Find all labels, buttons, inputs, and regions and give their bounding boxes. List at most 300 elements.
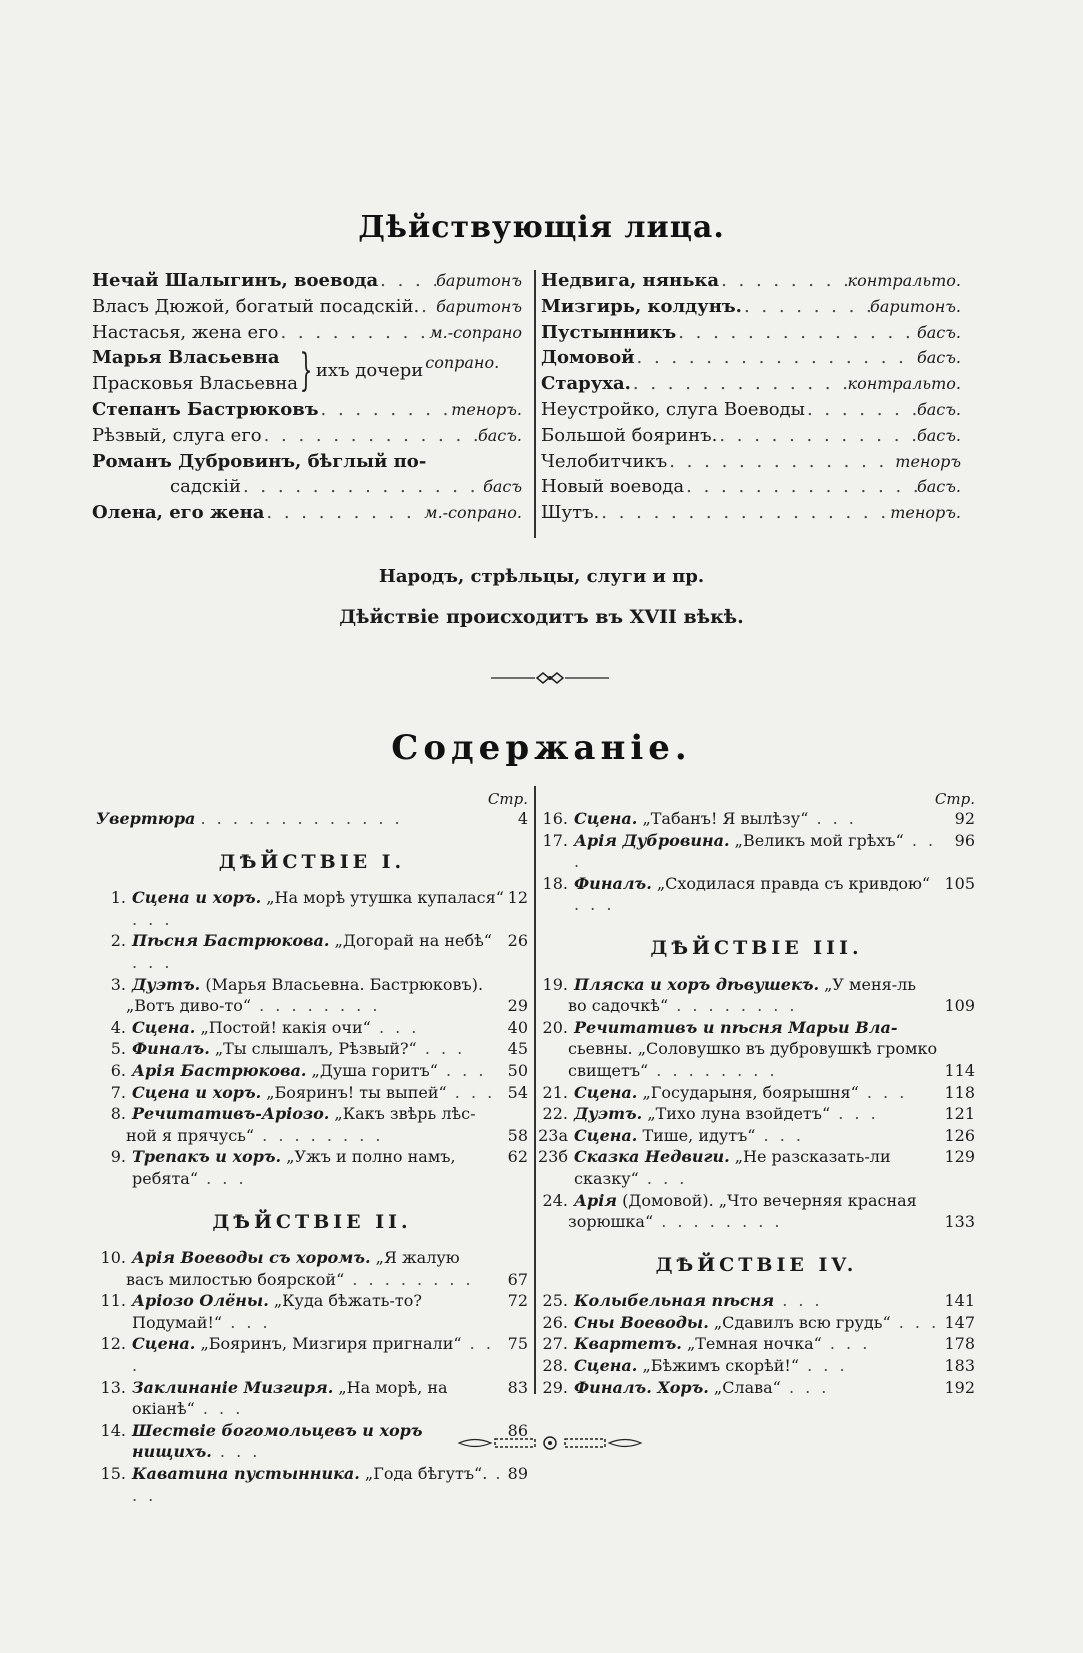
toc-number: 10. bbox=[100, 1248, 126, 1268]
toc-subtitle: „Куда бѣжать-то? Подумай!“ bbox=[132, 1291, 422, 1332]
cast-row bbox=[92, 500, 522, 526]
toc-title: Сцена и хоръ. bbox=[132, 1082, 262, 1102]
cast-name: Недвига, нянька bbox=[541, 270, 720, 291]
toc-number: 19. bbox=[542, 974, 568, 994]
toc-number: 24. bbox=[542, 1190, 568, 1210]
toc-text bbox=[574, 1103, 941, 1125]
page-label: Стр. bbox=[934, 790, 975, 808]
cast-voice: м.-сопрано. bbox=[424, 503, 522, 523]
toc-page: 192 bbox=[944, 1377, 975, 1397]
leader-dots bbox=[419, 294, 436, 320]
cast-row bbox=[92, 423, 522, 449]
cast-name: Мизгирь, колдунъ. bbox=[541, 295, 742, 317]
toc-left-column bbox=[96, 790, 528, 1506]
cast-row bbox=[541, 320, 961, 346]
cast-row bbox=[92, 294, 522, 320]
toc-text bbox=[574, 1377, 941, 1399]
toc-page: 72 bbox=[507, 1291, 528, 1311]
leader-dots: . . . bbox=[574, 830, 937, 872]
toc-title: Речитативъ-Аріозо. bbox=[132, 1104, 330, 1124]
cast-voice: басъ. bbox=[916, 322, 961, 342]
toc-text-line: васъ милостью боярской“ bbox=[126, 1269, 345, 1289]
toc-entry bbox=[96, 1082, 528, 1104]
toc-subtitle: „Ужъ и полно намъ, ребята“ bbox=[132, 1147, 456, 1188]
toc-text bbox=[574, 1355, 941, 1377]
toc-number: 15. bbox=[100, 1464, 126, 1484]
toc-subtitle: „Тихо луна взойдетъ“ bbox=[642, 1104, 831, 1124]
toc-page: 50 bbox=[507, 1060, 528, 1080]
toc-entry bbox=[538, 1190, 975, 1212]
cast-name: Старуха. bbox=[541, 373, 631, 395]
toc-text bbox=[574, 873, 941, 916]
toc-title: Сцена. bbox=[574, 1356, 638, 1376]
toc-text bbox=[574, 974, 975, 996]
toc-title: Увертюра bbox=[96, 809, 196, 828]
toc-text bbox=[132, 1463, 505, 1506]
cast-left-column bbox=[92, 268, 522, 526]
toc-entry bbox=[96, 1060, 528, 1082]
toc-number: 5. bbox=[110, 1039, 126, 1059]
toc-subtitle: „Табанъ! Я вылѣзу“ bbox=[637, 809, 809, 828]
toc-right-column bbox=[538, 790, 975, 1398]
act-heading: ДѢЙСТВІЕ III. bbox=[650, 936, 863, 959]
toc-title: Дуэтъ. bbox=[574, 1104, 643, 1124]
cast-name: Челобитчикъ bbox=[541, 450, 668, 472]
toc-number: 4. bbox=[110, 1017, 126, 1037]
toc-text bbox=[126, 995, 505, 1017]
toc-title: Финалъ. bbox=[574, 873, 652, 893]
cast-name: Домовой bbox=[541, 347, 635, 369]
toc-text bbox=[132, 1082, 505, 1104]
toc-subtitle: „У меня-ль bbox=[819, 974, 916, 994]
toc-text bbox=[132, 1420, 505, 1463]
toc-text bbox=[574, 1082, 941, 1104]
leader-dots: . . . bbox=[132, 909, 173, 929]
toc-title: Финалъ. bbox=[132, 1039, 210, 1059]
toc-page: 129 bbox=[944, 1147, 975, 1167]
toc-entry-continued bbox=[538, 1211, 975, 1233]
toc-number: 27. bbox=[542, 1334, 568, 1354]
leader-dots bbox=[805, 397, 917, 423]
toc-number: 6. bbox=[110, 1060, 126, 1080]
toc-entry-continued bbox=[538, 1060, 975, 1082]
leader-dots: . . . . . . . . bbox=[653, 1212, 783, 1232]
leader-dots: . . . . . . . . bbox=[648, 1060, 778, 1080]
toc-entry bbox=[538, 1290, 975, 1312]
toc-number: 3. bbox=[110, 974, 126, 994]
toc-page: 89 bbox=[507, 1464, 528, 1484]
toc-text bbox=[132, 1333, 505, 1376]
toc-page: 126 bbox=[944, 1125, 975, 1145]
toc-number: 7. bbox=[110, 1082, 126, 1102]
toc-text bbox=[132, 974, 528, 996]
toc-number: 12. bbox=[100, 1334, 126, 1354]
leader-dots: . . . bbox=[132, 952, 173, 972]
cast-row bbox=[541, 371, 961, 397]
toc-text bbox=[568, 1038, 975, 1060]
leader-dots: . . . bbox=[574, 895, 615, 915]
toc-title: Сказка Недвиги. bbox=[574, 1147, 730, 1167]
toc-title: Финалъ. Хоръ. bbox=[574, 1377, 709, 1397]
toc-text-line: „Вотъ диво-то“ bbox=[126, 996, 252, 1016]
cast-row bbox=[541, 397, 961, 423]
leader-dots: . . . bbox=[211, 1442, 261, 1462]
cast-voice: контральто. bbox=[847, 271, 961, 290]
toc-page: 118 bbox=[944, 1082, 975, 1102]
cast-name: Романъ Дубровинъ, бѣглый по- bbox=[92, 450, 427, 472]
toc-entry bbox=[96, 1103, 528, 1125]
leader-dots: . . . bbox=[858, 1082, 908, 1102]
toc-title: Сцена. bbox=[132, 1017, 196, 1037]
toc-number: 26. bbox=[542, 1312, 568, 1332]
toc-title: Заклинаніе Мизгиря. bbox=[132, 1377, 334, 1397]
toc-text bbox=[132, 1377, 505, 1420]
toc-title: Пѣсня Бастрюкова. bbox=[132, 931, 330, 951]
leader-dots bbox=[378, 268, 436, 294]
cast-voice: басъ. bbox=[916, 425, 961, 445]
toc-page: 54 bbox=[507, 1082, 528, 1102]
cast-name: Власъ Дюжой, богатый посадскій. bbox=[92, 295, 420, 317]
toc-page: 114 bbox=[944, 1060, 975, 1080]
toc-entry bbox=[96, 1463, 528, 1506]
cast-heading: Дѣйствующія лица. bbox=[358, 210, 725, 245]
toc-subtitle: „На морѣ, на окіанѣ“ bbox=[132, 1377, 448, 1419]
cast-voice: теноръ. bbox=[451, 399, 522, 419]
cast-row bbox=[541, 268, 961, 294]
toc-number: 17. bbox=[542, 830, 568, 850]
cast-row bbox=[92, 397, 522, 423]
toc-page: 29 bbox=[507, 996, 528, 1016]
cast-name: Большой бояринъ. bbox=[541, 424, 718, 446]
toc-page: 147 bbox=[944, 1312, 975, 1332]
toc-text bbox=[574, 1333, 941, 1355]
cast-row bbox=[541, 345, 961, 371]
leader-dots bbox=[262, 423, 478, 449]
toc-page: 86 bbox=[507, 1420, 528, 1440]
cast-row bbox=[92, 449, 522, 475]
leader-dots: . . . bbox=[890, 1312, 940, 1332]
toc-subtitle: „Какъ звѣрь лѣс- bbox=[329, 1104, 476, 1124]
leader-dots: . . . bbox=[780, 1377, 830, 1397]
toc-page: 96 bbox=[954, 830, 975, 850]
toc-number: 22. bbox=[542, 1104, 568, 1124]
toc-text-line: свищетъ“ bbox=[568, 1060, 649, 1080]
cast-row bbox=[541, 474, 961, 500]
toc-text bbox=[574, 1125, 941, 1147]
toc-entry bbox=[538, 1125, 975, 1147]
toc-entry bbox=[96, 1247, 528, 1269]
leader-dots: . . . bbox=[821, 1334, 871, 1354]
toc-page: 26 bbox=[507, 931, 528, 951]
toc-text bbox=[132, 887, 505, 930]
leader-dots: . . . bbox=[774, 1291, 823, 1311]
leader-dots bbox=[278, 320, 429, 346]
toc-subtitle: „Слава“ bbox=[708, 1377, 781, 1397]
leader-dots bbox=[241, 474, 483, 500]
leader-dots: . . . bbox=[799, 1356, 848, 1376]
toc-page: 12 bbox=[507, 888, 528, 908]
toc-title: Арія Дубровина. bbox=[574, 830, 730, 850]
toc-subtitle: „На морѣ утушка купалася“ bbox=[261, 888, 504, 908]
toc-title: Сцена. bbox=[574, 1082, 638, 1102]
toc-entry bbox=[538, 1146, 975, 1189]
cast-name: Неустройко, слуга Воеводы bbox=[541, 398, 805, 420]
toc-entry bbox=[538, 1103, 975, 1125]
cast-daughters bbox=[92, 345, 522, 397]
leader-dots bbox=[717, 423, 917, 449]
toc-title: Речитативъ и пѣсня Марьи Вла- bbox=[574, 1017, 898, 1037]
toc-title: Арія bbox=[574, 1190, 618, 1210]
contents-heading: Содержаніе. bbox=[391, 728, 692, 768]
toc-text bbox=[574, 830, 952, 873]
cast-name: Прасковья Власьевна bbox=[92, 373, 298, 395]
toc-subtitle: „Сходилася правда съ кривдою“ bbox=[651, 873, 931, 893]
toc-page: 67 bbox=[507, 1269, 528, 1289]
cast-row bbox=[92, 268, 522, 294]
column-divider bbox=[534, 786, 536, 1394]
leader-dots bbox=[684, 474, 917, 500]
toc-text bbox=[574, 1190, 975, 1212]
cast-row bbox=[92, 474, 522, 500]
toc-page: 133 bbox=[944, 1212, 975, 1232]
leader-dots: . . . . . . . . bbox=[254, 1125, 384, 1145]
toc-entry bbox=[96, 1290, 528, 1333]
toc-text bbox=[574, 1017, 975, 1039]
cast-name: садскій bbox=[170, 476, 241, 498]
toc-text-line: сьевны. „Соловушко въ дубровушкѣ громко bbox=[568, 1039, 938, 1059]
toc-number: 16. bbox=[542, 809, 568, 828]
toc-text bbox=[568, 1211, 941, 1233]
cast-voice: теноръ. bbox=[890, 503, 961, 523]
toc-number: 9. bbox=[110, 1147, 126, 1167]
toc-number: 23б bbox=[538, 1147, 568, 1167]
cast-voice: теноръ bbox=[895, 451, 961, 471]
leader-dots bbox=[599, 500, 890, 526]
leader-dots: . . . bbox=[446, 1082, 496, 1102]
cast-voice: басъ. bbox=[916, 399, 961, 419]
toc-entry-continued bbox=[538, 1038, 975, 1060]
cast-voice: басъ. bbox=[916, 348, 961, 368]
setting-line: Дѣйствіе происходитъ въ XVII вѣкѣ. bbox=[339, 606, 744, 628]
toc-text bbox=[132, 1146, 505, 1189]
toc-subtitle: „Года бѣгутъ“. bbox=[359, 1464, 488, 1484]
cast-voice: басъ bbox=[483, 477, 522, 497]
toc-entry bbox=[538, 808, 975, 830]
cast-voice: баритонъ bbox=[436, 271, 522, 290]
cast-description: ихъ дочери bbox=[315, 360, 424, 382]
leader-dots: . . . bbox=[132, 1334, 494, 1376]
toc-text bbox=[132, 1290, 505, 1333]
toc-page: 4 bbox=[517, 809, 528, 828]
toc-entry-continued bbox=[96, 995, 528, 1017]
toc-title: Сцена и хоръ. bbox=[132, 888, 262, 908]
toc-title: Каватина пустынника. bbox=[132, 1464, 360, 1484]
leader-dots bbox=[742, 294, 870, 320]
toc-page: 141 bbox=[944, 1291, 975, 1311]
toc-text bbox=[574, 1290, 941, 1312]
toc-title: Сцена. bbox=[574, 809, 638, 828]
toc-entry bbox=[96, 1146, 528, 1189]
toc-title: Колыбельная пѣсня bbox=[574, 1291, 775, 1311]
toc-entry bbox=[96, 1377, 528, 1420]
toc-page: 121 bbox=[944, 1104, 975, 1124]
cast-name: Марья Власьевна bbox=[92, 347, 280, 369]
leader-dots bbox=[719, 268, 847, 294]
toc-title: Арія Бастрюкова. bbox=[132, 1060, 307, 1080]
chorus-line: Народъ, стрѣльцы, слуги и пр. bbox=[378, 566, 705, 587]
toc-text bbox=[574, 1312, 941, 1334]
toc-entry bbox=[538, 1355, 975, 1377]
toc-entry bbox=[538, 1017, 975, 1039]
leader-dots: . . . bbox=[830, 1104, 879, 1124]
toc-number: 13. bbox=[100, 1377, 126, 1397]
cast-name: Нечай Шалыгинъ, воевода bbox=[92, 270, 379, 291]
toc-text bbox=[126, 1269, 505, 1291]
toc-page: 109 bbox=[944, 996, 975, 1016]
toc-subtitle: „Темная ночка“ bbox=[681, 1334, 822, 1354]
cast-name: Новый воевода bbox=[541, 476, 685, 498]
toc-number: 18. bbox=[542, 873, 568, 893]
toc-page: 45 bbox=[507, 1039, 528, 1059]
toc-entry bbox=[538, 1377, 975, 1399]
toc-subtitle: „Не разсказать-ли сказку“ bbox=[574, 1147, 891, 1188]
toc-number: 23а bbox=[538, 1125, 568, 1145]
toc-text-line: ной я прячусь“ bbox=[126, 1125, 255, 1145]
toc-entry bbox=[96, 1333, 528, 1376]
leader-dots: . . . . . . . . bbox=[344, 1269, 474, 1289]
page-label: Стр. bbox=[487, 790, 528, 808]
leader-dots: . . . bbox=[638, 1168, 688, 1188]
toc-title: Арія Воеводы съ хоромъ. bbox=[132, 1248, 371, 1268]
ornament-divider bbox=[491, 671, 609, 685]
toc-number: 28. bbox=[542, 1356, 568, 1376]
toc-title: Трепакъ и хоръ. bbox=[132, 1147, 282, 1167]
toc-subtitle: (Домовой). „Что вечерняя красная bbox=[617, 1190, 917, 1210]
cast-row bbox=[541, 500, 961, 526]
toc-entry bbox=[538, 1333, 975, 1355]
toc-subtitle: „Бояринъ, Мизгиря пригнали“ bbox=[195, 1334, 462, 1354]
act-heading: ДѢЙСТВІЕ II. bbox=[212, 1210, 412, 1233]
toc-entry bbox=[538, 830, 975, 873]
toc-number: 20. bbox=[542, 1017, 568, 1037]
leader-dots bbox=[319, 397, 452, 423]
toc-number: 11. bbox=[100, 1291, 126, 1311]
toc-text bbox=[132, 1247, 528, 1269]
leader-dots: . . . bbox=[132, 1464, 504, 1505]
toc-entry-continued bbox=[96, 1125, 528, 1147]
leader-dots bbox=[676, 320, 917, 346]
leader-dots bbox=[667, 449, 895, 475]
toc-text bbox=[132, 1017, 505, 1039]
toc-subtitle: „Сдавилъ всю грудь“ bbox=[708, 1312, 891, 1332]
leader-dots: . . . . . . . . bbox=[668, 996, 798, 1016]
leader-dots bbox=[631, 371, 848, 397]
cast-row bbox=[92, 320, 522, 346]
toc-title: Квартетъ. bbox=[574, 1334, 682, 1354]
ornament-tailpiece bbox=[455, 1436, 645, 1450]
toc-entry bbox=[538, 1312, 975, 1334]
cast-voice: баритонъ bbox=[436, 296, 522, 316]
toc-page: 178 bbox=[944, 1334, 975, 1354]
leader-dots: . . . bbox=[194, 1399, 244, 1419]
toc-number: 29. bbox=[542, 1377, 568, 1397]
toc-page: 92 bbox=[954, 809, 975, 828]
toc-subtitle: „Постой! какія очи“ bbox=[195, 1017, 371, 1037]
toc-entry bbox=[538, 1082, 975, 1104]
cast-row bbox=[541, 423, 961, 449]
toc-text bbox=[574, 1146, 941, 1189]
toc-subtitle: „Душа горитъ“ bbox=[306, 1060, 438, 1080]
toc-number: 25. bbox=[542, 1291, 568, 1311]
brace-mark: } bbox=[299, 345, 313, 397]
toc-title: Сны Воеводы. bbox=[574, 1312, 709, 1332]
leader-dots: . . . bbox=[416, 1039, 466, 1059]
leader-dots: . . . bbox=[222, 1312, 271, 1332]
toc-subtitle: „Бѣжимъ скорѣй!“ bbox=[637, 1356, 800, 1376]
cast-voice: басъ. bbox=[916, 477, 961, 497]
toc-title: Сцена. bbox=[574, 1125, 638, 1145]
toc-number: 21. bbox=[542, 1082, 568, 1102]
toc-entry bbox=[96, 887, 528, 930]
toc-text bbox=[126, 1125, 505, 1147]
toc-entry-continued bbox=[96, 1269, 528, 1291]
cast-right-column bbox=[541, 268, 961, 526]
toc-subtitle: „Великъ мой грѣхъ“ bbox=[729, 830, 904, 850]
leader-dots: . . . bbox=[755, 1125, 804, 1145]
cast-name: Рѣзвый, слуга его bbox=[92, 424, 262, 446]
cast-name: Степанъ Бастрюковъ bbox=[92, 398, 319, 420]
toc-subtitle: „Государыня, боярышня“ bbox=[637, 1082, 859, 1102]
toc-number: 1. bbox=[110, 888, 126, 908]
toc-number: 2. bbox=[110, 931, 126, 951]
toc-entry bbox=[96, 974, 528, 996]
act-heading: ДѢЙСТВІЕ IV. bbox=[655, 1253, 858, 1276]
cast-voice: сопрано. bbox=[425, 353, 500, 373]
cast-voice: контральто. bbox=[847, 374, 961, 394]
toc-subtitle: „Я жалую bbox=[370, 1248, 460, 1268]
cast-name: Олена, его жена bbox=[92, 502, 265, 524]
cast-voice: баритонъ. bbox=[870, 296, 961, 316]
leader-dots: . . . bbox=[370, 1017, 420, 1037]
toc-number: 14. bbox=[100, 1420, 126, 1440]
toc-subtitle: „Ты слышалъ, Рѣзвый?“ bbox=[209, 1039, 417, 1059]
toc-text bbox=[132, 1060, 505, 1082]
cast-voice: м.-сопрано bbox=[429, 322, 522, 342]
toc-title: Шествіе богомольцевъ и хоръ нищихъ. bbox=[132, 1420, 423, 1462]
toc-text bbox=[574, 808, 952, 830]
toc-page: 58 bbox=[507, 1125, 528, 1145]
toc-title: Дуэтъ. bbox=[132, 974, 201, 994]
toc-text bbox=[568, 1060, 941, 1082]
cast-name: Шутъ. bbox=[541, 502, 600, 524]
toc-text bbox=[132, 930, 505, 973]
act-heading: ДѢЙСТВІЕ I. bbox=[218, 850, 406, 873]
toc-subtitle: (Марья Власьевна. Бастрюковъ). bbox=[200, 974, 484, 994]
leader-dots: . . . bbox=[808, 809, 857, 828]
cast-name: Настасья, жена его bbox=[92, 321, 279, 343]
toc-page: 75 bbox=[507, 1334, 528, 1354]
toc-entry bbox=[96, 1038, 528, 1060]
toc-subtitle: Тише, идутъ“ bbox=[637, 1125, 756, 1145]
toc-entry bbox=[538, 974, 975, 996]
leader-dots bbox=[264, 500, 424, 526]
toc-entry bbox=[96, 930, 528, 973]
leader-dots bbox=[635, 345, 917, 371]
toc-entry: Увертюра . . . . . . . . . . . . . 4 bbox=[96, 809, 528, 828]
cast-name: Пустынникъ bbox=[541, 321, 677, 343]
toc-text bbox=[132, 1038, 505, 1060]
toc-page: 83 bbox=[507, 1377, 528, 1397]
